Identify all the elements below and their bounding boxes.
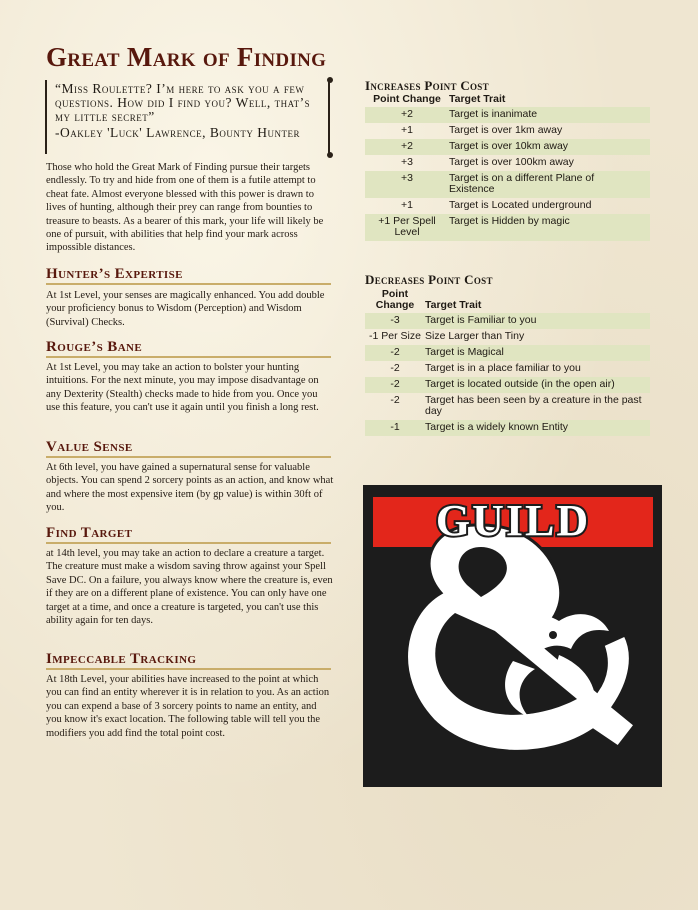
- target-trait-cell: Target is Magical: [425, 345, 650, 361]
- column-header: Point Change: [375, 288, 415, 311]
- target-trait-cell: Size Larger than Tiny: [425, 330, 525, 342]
- increases-table: [365, 94, 650, 241]
- table-row: [365, 420, 650, 436]
- point-change-cell: +2: [365, 107, 449, 123]
- table-row: [365, 313, 650, 329]
- point-change-cell: -1: [365, 420, 425, 436]
- guild-logo-text: GUILD: [435, 496, 591, 545]
- target-trait-cell: Target is on a different Plane of Existence: [449, 171, 650, 198]
- decreases-heading: Decreases Point Cost: [365, 272, 493, 287]
- table-row: [365, 345, 650, 361]
- dragon-ampersand-icon: [363, 485, 662, 787]
- table-row: [365, 214, 650, 241]
- decreases-table: [365, 289, 650, 436]
- point-change-cell: -2: [365, 377, 425, 393]
- target-trait-cell: Target is a widely known Entity: [425, 420, 650, 436]
- section-heading-rouges-bane: Rouge’s Bane: [46, 338, 331, 358]
- point-change-cell: -1 Per Size: [369, 330, 421, 342]
- point-change-cell: +1 Per Spell Level: [365, 214, 449, 241]
- quote-attribution: -Oakley 'Luck' Lawrence, Bounty Hunter: [55, 125, 300, 140]
- column-header: Target Trait: [449, 93, 506, 105]
- target-trait-cell: Target is located outside (in the open air): [425, 377, 650, 393]
- section-text-value-sense: At 6th level, you have gained a supernatural sense for valuable objects. You can spend 2 sorcery points as an action, and know what and where the most expensive item (by gp value) is within 30ft of you.: [46, 462, 334, 514]
- column-header: Point Change: [373, 93, 441, 105]
- point-change-cell: +1: [401, 124, 413, 136]
- section-text-hunters-expertise: At 1st Level, your senses are magically enhanced. You add double your proficiency bonus to Wisdom (Perception) and Wisdom (Survival) Checks.: [46, 290, 325, 328]
- point-change-cell: -3: [365, 313, 425, 329]
- table-row: [365, 155, 650, 171]
- page-title: Great Mark of Finding: [46, 42, 327, 72]
- section-heading-hunters-expertise: Hunter’s Expertise: [46, 265, 331, 285]
- section-heading-find-target: Find Target: [46, 524, 331, 544]
- quote-text: “Miss Roulette? I’m here to ask you a few questions. How did I find you? Well, that’s my little secret”: [55, 81, 311, 124]
- point-change-cell: +3: [401, 156, 413, 168]
- flavor-quote: [45, 80, 330, 154]
- target-trait-cell: Target is Hidden by magic: [449, 214, 650, 241]
- point-change-cell: +2: [365, 139, 449, 155]
- table-row: [365, 171, 650, 198]
- section-heading-value-sense: Value Sense: [46, 438, 331, 458]
- point-change-cell: +1: [401, 199, 413, 211]
- target-trait-cell: Target is over 1km away: [449, 124, 563, 136]
- section-text-impeccable-tracking: At 18th Level, your abilities have increased to the point at which you can find an entity wherever it is in relation to you. As an action you can expend a base of 3 sorcery points to name an entity, and you know it's exact location. The following table will tell you the modifiers you add find the total point cost.: [46, 674, 330, 739]
- column-header: Target Trait: [425, 299, 482, 311]
- intro-paragraph: Those who hold the Great Mark of Finding pursue their targets endlessly. To try and hide from one of them is a futile attempt to cheat fate. Almost everyone blessed with this power is drawn to lives of hunting, although their prey can range from bounties to treasure to beasts. As a bearer of this mark, your life will likely be one of pursuit, with abilities that help find your mark across impossible distances.: [46, 162, 324, 254]
- point-change-cell: -2: [365, 345, 425, 361]
- section-text-find-target: at 14th level, you may take an action to declare a creature a target. The creature must make a wisdom saving throw against your Spell Save DC. On a failure, you always know where the creature is, even if they are on a different plane of existence. You can only have one target at a time, and once a creature is targeted, you can't use this ability again for ten days.: [46, 548, 333, 627]
- guild-logo: [363, 485, 662, 787]
- target-trait-cell: Target is over 100km away: [449, 156, 574, 168]
- point-change-cell: +3: [365, 171, 449, 198]
- target-trait-cell: Target is over 10km away: [449, 139, 650, 155]
- target-trait-cell: Target is Located underground: [449, 199, 592, 211]
- target-trait-cell: Target is in a place familiar to you: [425, 362, 581, 374]
- section-heading-impeccable-tracking: Impeccable Tracking: [46, 650, 331, 670]
- quote-corner-dot: [327, 152, 333, 158]
- section-text-rouges-bane: At 1st Level, you may take an action to bolster your hunting intuitions. For the next minute, you may impose disadvantage on any Dexterity (Stealth) checks made to hide from you. Once you use this feature, you can't use it again until you finish a long rest.: [46, 362, 319, 414]
- target-trait-cell: Target is inanimate: [449, 107, 650, 123]
- increases-heading: Increases Point Cost: [365, 78, 489, 93]
- table-header-row: [365, 289, 650, 313]
- point-change-cell: -2: [390, 394, 400, 406]
- table-row: [365, 329, 650, 345]
- quote-corner-dot: [327, 77, 333, 83]
- table-row: [365, 107, 650, 123]
- table-row: [365, 377, 650, 393]
- target-trait-cell: Target is Familiar to you: [425, 313, 650, 329]
- point-change-cell: -2: [390, 362, 400, 374]
- table-header-row: [365, 94, 650, 107]
- table-row: [365, 393, 650, 420]
- table-row: [365, 198, 650, 214]
- table-row: [365, 139, 650, 155]
- table-row: [365, 361, 650, 377]
- table-row: [365, 123, 650, 139]
- target-trait-cell: Target has been seen by a creature in the past day: [425, 394, 642, 417]
